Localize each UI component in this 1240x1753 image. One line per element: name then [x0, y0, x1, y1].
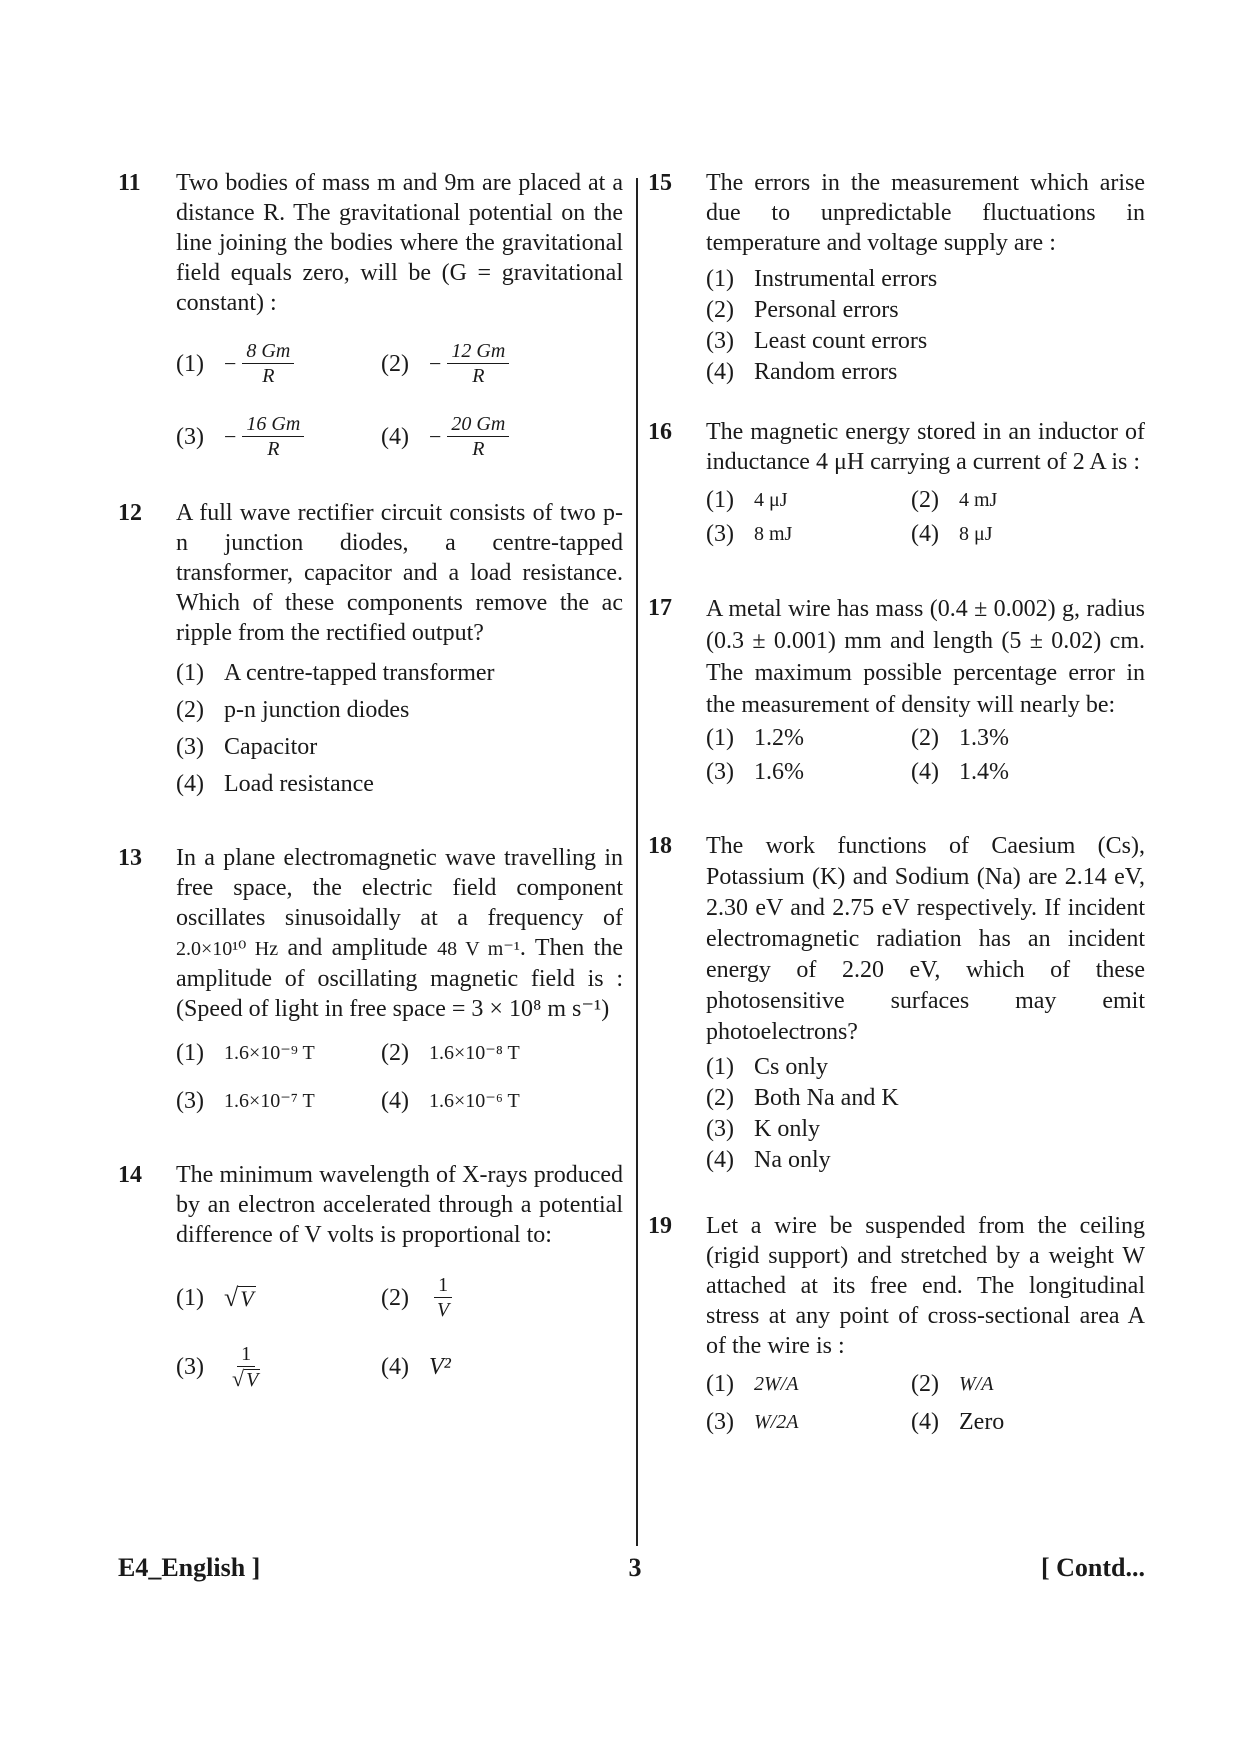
question-number: 15	[648, 170, 672, 196]
option-4[interactable]: (4) − $\frac{20 Gm}{R}$	[381, 413, 586, 460]
option-1[interactable]: (1) Instrumental errors	[706, 266, 938, 292]
page-number: 3	[628, 1553, 642, 1582]
option-3[interactable]: (3) − $\frac{16 Gm}{R}$	[176, 413, 381, 460]
option-2[interactable]: (2) p-n junction diodes	[176, 697, 410, 723]
fraction: $\frac{12 Gm}{R}$	[447, 340, 509, 387]
option-4[interactable]: (4) V²	[381, 1354, 451, 1380]
fraction: 1 √ V	[232, 1343, 259, 1391]
option-1[interactable]: (1) Cs only	[706, 1054, 829, 1080]
option-2[interactable]: (2) 1.3%	[911, 725, 1009, 751]
question-text: The magnetic energy stored in an inductor of inductance 4 μH carrying a current of 2 A is :	[706, 419, 1145, 475]
question-15	[648, 168, 1145, 387]
question-text: The work functions of Caesium (Cs), Potassium (K) and Sodium (Na) are 2.14 eV, 2.30 eV and 2.75 eV respectively. If incident electromagnetic radiation has an incident energy of 2.20 eV, which of these photosensitive surfaces may emit photoelectrons?	[706, 833, 1145, 1045]
fraction: $\frac{16 Gm}{R}$	[242, 413, 304, 460]
options	[706, 723, 1145, 787]
question-number: 14	[118, 1162, 142, 1188]
fraction: $\frac{1}{V}$	[433, 1274, 453, 1321]
option-3[interactable]: (3) W/2A	[706, 1409, 799, 1435]
question-number: 13	[118, 845, 142, 871]
question-14	[118, 1160, 623, 1391]
question-text: In a plane electromagnetic wave travelling in free space, the electric field component oscillates sinusoidally at a frequency of 2.0×10¹⁰ Hz and amplitude 48 V m⁻¹. Then the amplitude of oscillating magnetic field is : (Speed of light in free space = 3 × 10⁸ m s⁻¹)	[176, 845, 623, 1022]
option-3[interactable]: (3) K only	[706, 1116, 820, 1142]
option-4[interactable]: (4) 1.4%	[911, 759, 1009, 785]
option-4[interactable]: (4) 8 μJ	[911, 521, 993, 547]
question-13	[118, 843, 623, 1116]
option-2[interactable]: (2) − $\frac{12 Gm}{R}$	[381, 340, 586, 387]
options	[176, 340, 623, 460]
question-text: The errors in the measurement which arise due to unpredictable fluctuations in temperature and voltage supply are :	[706, 170, 1145, 256]
left-column	[118, 168, 623, 1391]
options	[176, 1038, 623, 1116]
option-1[interactable]: (1) A centre-tapped transformer	[176, 660, 495, 686]
column-divider	[636, 178, 638, 1546]
question-16	[648, 417, 1145, 549]
option-2[interactable]: (2) Personal errors	[706, 297, 899, 323]
option-1[interactable]: (1) 1.6×10⁻⁹ T	[176, 1040, 315, 1066]
question-number: 17	[648, 595, 672, 621]
options	[706, 1369, 1145, 1437]
question-11	[118, 168, 623, 460]
question-number: 16	[648, 419, 672, 445]
question-number: 11	[118, 170, 141, 196]
question-number: 19	[648, 1213, 672, 1239]
option-4[interactable]: (4) 1.6×10⁻⁶ T	[381, 1088, 520, 1114]
question-number: 12	[118, 500, 142, 526]
option-4[interactable]: (4) Load resistance	[176, 771, 374, 797]
option-4[interactable]: (4) Zero	[911, 1409, 1005, 1435]
option-1[interactable]: (1) √ V	[176, 1282, 254, 1312]
question-17	[648, 593, 1145, 787]
square-root: √ V	[224, 1282, 254, 1312]
fraction: $\frac{8 Gm}{R}$	[242, 340, 294, 387]
options	[706, 485, 1145, 549]
option-2[interactable]: (2) 1.6×10⁻⁸ T	[381, 1040, 520, 1066]
question-text: Let a wire be suspended from the ceiling (rigid support) and stretched by a weight W attached at its free end. The longitudinal stress at any point of cross-sectional area A of the wire is :	[706, 1213, 1145, 1359]
option-3[interactable]: (3) 1.6×10⁻⁷ T	[176, 1088, 315, 1114]
option-2[interactable]: (2) 4 mJ	[911, 487, 998, 513]
right-column	[648, 168, 1145, 1437]
option-3[interactable]: (3) 8 mJ	[706, 521, 793, 547]
option-4[interactable]: (4) Random errors	[706, 359, 898, 385]
option-2[interactable]: (2) W/A	[911, 1371, 994, 1397]
question-12	[118, 498, 623, 799]
question-18	[648, 831, 1145, 1175]
question-number: 18	[648, 833, 672, 859]
question-19	[648, 1211, 1145, 1437]
option-1[interactable]: (1) 1.2%	[706, 725, 804, 751]
question-text: A full wave rectifier circuit consists of two p-n junction diodes, a centre-tapped transformer, capacitor and a load resistance. Which of these components remove the ac ripple from the rectified output?	[176, 500, 623, 646]
footer-paper-code: E4_English ]	[118, 1553, 261, 1582]
options	[176, 1274, 623, 1391]
option-1[interactable]: (1) 2W/A	[706, 1371, 799, 1397]
question-text: A metal wire has mass (0.4 ± 0.002) g, radius (0.3 ± 0.001) mm and length (5 ± 0.02) cm. The maximum possible percentage error in the measurement of density will nearly be:	[706, 596, 1145, 718]
option-3[interactable]: (3) Capacitor	[176, 734, 318, 760]
option-1[interactable]: (1) 4 μJ	[706, 487, 788, 513]
option-2[interactable]: (2) $\frac{1}{V}$	[381, 1274, 586, 1321]
fraction: $\frac{20 Gm}{R}$	[447, 413, 509, 460]
option-3[interactable]: (3) Least count errors	[706, 328, 928, 354]
option-4[interactable]: (4) Na only	[706, 1147, 831, 1173]
question-text: The minimum wavelength of X-rays produced by an electron accelerated through a potential difference of V volts is proportional to:	[176, 1162, 623, 1248]
question-text: Two bodies of mass m and 9m are placed at a distance R. The gravitational potential on the line joining the bodies where the gravitational field equals zero, will be (G = gravitational constant) :	[176, 170, 623, 316]
footer-continued: [ Contd...	[1040, 1553, 1145, 1582]
option-1[interactable]: (1) − $\frac{8 Gm}{R}$	[176, 340, 381, 387]
option-3[interactable]: (3) 1 √ V	[176, 1343, 381, 1391]
option-3[interactable]: (3) 1.6%	[706, 759, 804, 785]
option-2[interactable]: (2) Both Na and K	[706, 1085, 899, 1111]
